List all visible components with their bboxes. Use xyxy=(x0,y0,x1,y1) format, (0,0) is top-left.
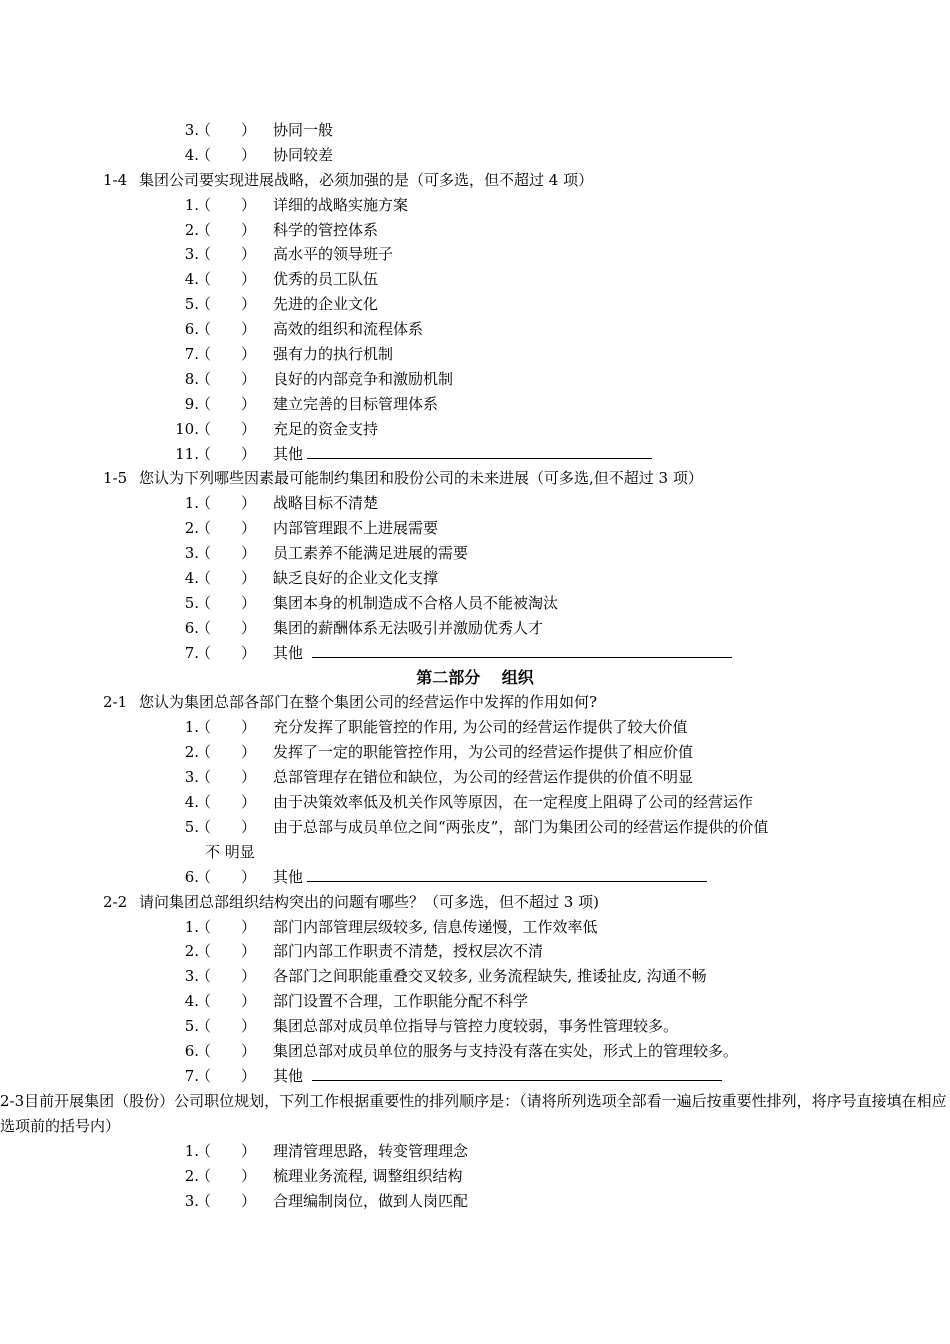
option-item xyxy=(0,765,950,790)
option-text: 集团总部对成员单位指导与管控力度较弱，事务性管理较多。 xyxy=(273,1017,679,1036)
option-text-wrap xyxy=(273,342,393,367)
option-text-wrap xyxy=(273,1164,463,1189)
answer-brackets[interactable]: （ ） xyxy=(196,369,257,388)
answer-brackets[interactable]: （ ） xyxy=(196,494,257,513)
answer-brackets[interactable]: （ ） xyxy=(196,444,257,463)
answer-brackets[interactable]: （ ） xyxy=(196,593,257,612)
option-item xyxy=(0,815,950,840)
answer-brackets[interactable]: （ ） xyxy=(196,394,257,413)
question-text: 请问集团总部组织结构突出的问题有哪些？（可多选，但不超过 3 项) xyxy=(139,892,599,911)
question-number: 1-5 xyxy=(103,469,128,488)
fill-in-blank[interactable] xyxy=(307,867,707,882)
option-item xyxy=(0,442,950,467)
question-text: 您认为下列哪些因素最可能制约集团和股份公司的未来进展（可多选,但不超过 3 项） xyxy=(139,469,703,488)
answer-brackets[interactable]: （ ） xyxy=(196,942,257,961)
option-text: 合理编制岗位，做到人岗匹配 xyxy=(273,1191,469,1210)
answer-brackets[interactable]: （ ） xyxy=(196,245,257,264)
option-item xyxy=(0,516,950,541)
option-item xyxy=(0,1139,950,1164)
option-text-wrap xyxy=(273,765,693,790)
option-text-wrap xyxy=(273,292,378,317)
option-text: 科学的管控体系 xyxy=(273,220,379,239)
answer-brackets[interactable]: （ ） xyxy=(196,1166,257,1185)
option-number: 3. xyxy=(184,768,199,787)
option-text: 建立完善的目标管理体系 xyxy=(273,394,439,413)
option-number: 10. xyxy=(175,419,199,438)
option-item xyxy=(0,541,950,566)
option-number: 1. xyxy=(184,494,199,513)
question-number: 1-4 xyxy=(103,170,128,189)
answer-brackets[interactable]: （ ） xyxy=(196,793,257,812)
option-text-wrap xyxy=(273,566,438,591)
answer-brackets[interactable]: （ ） xyxy=(196,419,257,438)
fill-in-blank[interactable] xyxy=(312,1066,722,1081)
option-number: 5. xyxy=(184,295,199,314)
option-text: 优秀的员工队伍 xyxy=(273,270,379,289)
question-heading xyxy=(0,890,950,915)
option-number: 1. xyxy=(184,195,199,214)
option-number: 6. xyxy=(184,1041,199,1060)
option-text-wrap xyxy=(273,392,438,417)
option-item xyxy=(0,641,950,666)
section-title xyxy=(0,666,950,691)
option-text: 缺乏良好的企业文化支撑 xyxy=(273,569,439,588)
question-heading xyxy=(0,466,950,491)
option-text-wrap xyxy=(273,1139,468,1164)
option-number: 2. xyxy=(184,220,199,239)
answer-brackets[interactable]: （ ） xyxy=(196,967,257,986)
option-item xyxy=(0,392,950,417)
question-number: 2-3 xyxy=(0,1091,25,1110)
option-text-wrap xyxy=(273,317,423,342)
option-number: 3. xyxy=(184,121,199,139)
option-item xyxy=(0,964,950,989)
answer-brackets[interactable]: （ ） xyxy=(196,121,257,139)
option-text-wrap xyxy=(273,715,688,740)
answer-brackets[interactable]: （ ） xyxy=(196,320,257,339)
option-text: 集团总部对成员单位的服务与支持没有落在实处，形式上的管理较多。 xyxy=(273,1041,739,1060)
option-text: 先进的企业文化 xyxy=(273,295,379,314)
question-text: 您认为集团总部各部门在整个集团公司的经营运作中发挥的作用如何? xyxy=(139,693,598,712)
option-text-wrap xyxy=(273,939,543,964)
fill-in-blank[interactable] xyxy=(312,643,732,658)
option-text-wrap xyxy=(273,1189,468,1214)
option-number: 6. xyxy=(184,867,199,886)
option-item xyxy=(0,1064,950,1089)
option-text-wrap xyxy=(273,442,652,467)
answer-brackets[interactable]: （ ） xyxy=(196,1041,257,1060)
answer-brackets[interactable]: （ ） xyxy=(196,768,257,787)
option-number: 3. xyxy=(184,245,199,264)
option-text-wrap xyxy=(273,989,528,1014)
option-item xyxy=(0,715,950,740)
option-number: 5. xyxy=(184,1017,199,1036)
option-item xyxy=(0,591,950,616)
option-item xyxy=(0,292,950,317)
answer-brackets[interactable]: （ ） xyxy=(196,917,257,936)
option-text: 协同一般 xyxy=(273,121,334,139)
option-item xyxy=(0,193,950,218)
option-number: 3. xyxy=(184,1191,199,1210)
option-number: 3. xyxy=(184,967,199,986)
option-text-wrap xyxy=(273,118,333,143)
option-item xyxy=(0,417,950,442)
question-number: 2-2 xyxy=(103,892,128,911)
option-number: 6. xyxy=(184,618,199,637)
answer-brackets[interactable]: （ ） xyxy=(196,1066,257,1085)
answer-brackets[interactable]: （ ） xyxy=(196,195,257,214)
option-text: 其他 xyxy=(273,643,308,662)
option-item xyxy=(0,491,950,516)
option-number: 1. xyxy=(184,718,199,737)
option-item xyxy=(0,989,950,1014)
option-text: 由于总部与成员单位之间“两张皮”，部门为集团公司的经营运作提供的价值 xyxy=(273,817,769,836)
answer-brackets[interactable]: （ ） xyxy=(196,1017,257,1036)
answer-brackets[interactable]: （ ） xyxy=(196,743,257,762)
answer-brackets[interactable]: （ ） xyxy=(196,569,257,588)
option-text: 内部管理跟不上进展需要 xyxy=(273,519,439,538)
option-number: 8. xyxy=(184,369,199,388)
survey-page xyxy=(0,118,950,1213)
option-item xyxy=(0,143,950,168)
question-text: 集团公司要实现进展战略，必须加强的是（可多选，但不超过 4 项） xyxy=(139,170,594,189)
option-text: 高效的组织和流程体系 xyxy=(273,320,424,339)
option-item xyxy=(0,1164,950,1189)
option-text: 充足的资金支持 xyxy=(273,419,379,438)
option-text-wrap xyxy=(273,616,543,641)
option-number: 4. xyxy=(184,793,199,812)
answer-brackets[interactable]: （ ） xyxy=(196,643,257,662)
option-number: 4. xyxy=(184,270,199,289)
option-text-wrap xyxy=(273,367,453,392)
option-item xyxy=(0,939,950,964)
option-text-wrap xyxy=(273,516,438,541)
answer-brackets[interactable]: （ ） xyxy=(196,345,257,364)
option-text: 协同较差 xyxy=(273,145,334,164)
option-text-wrap xyxy=(273,1039,738,1064)
option-text-wrap xyxy=(273,740,693,765)
answer-brackets[interactable]: （ ） xyxy=(196,992,257,1011)
option-text: 战略目标不清楚 xyxy=(273,494,379,513)
option-number: 7. xyxy=(184,643,199,662)
option-text: 各部门之间职能重叠交叉较多, 业务流程缺失, 推诿扯皮, 沟通不畅 xyxy=(273,967,707,986)
answer-brackets[interactable]: （ ） xyxy=(196,519,257,538)
continuation-text: 不 明显 xyxy=(205,842,255,861)
option-number: 2. xyxy=(184,519,199,538)
option-text: 部门设置不合理，工作职能分配不科学 xyxy=(273,992,529,1011)
option-item xyxy=(0,367,950,392)
option-text: 详细的战略实施方案 xyxy=(273,195,409,214)
option-item xyxy=(0,865,950,890)
option-text: 由于决策效率低及机关作风等原因，在一定程度上阻碍了公司的经营运作 xyxy=(273,793,754,812)
option-number: 4. xyxy=(184,145,199,164)
option-item xyxy=(0,1189,950,1214)
option-text: 部门内部管理层级较多, 信息传递慢，工作效率低 xyxy=(273,917,598,936)
option-item xyxy=(0,118,950,143)
option-number: 4. xyxy=(184,992,199,1011)
option-text-wrap xyxy=(273,242,393,267)
option-number: 4. xyxy=(184,569,199,588)
answer-brackets[interactable]: （ ） xyxy=(196,718,257,737)
option-text: 梳理业务流程, 调整组织结构 xyxy=(273,1166,463,1185)
option-item xyxy=(0,790,950,815)
option-text: 其他 xyxy=(273,444,304,463)
option-number: 1. xyxy=(184,1141,199,1160)
option-item xyxy=(0,566,950,591)
option-text-wrap xyxy=(273,218,378,243)
option-text-wrap xyxy=(273,193,408,218)
question-heading xyxy=(0,168,950,193)
option-item xyxy=(0,317,950,342)
option-text-wrap xyxy=(273,417,378,442)
section-title-text: 第二部分 组织 xyxy=(416,667,534,687)
answer-brackets[interactable]: （ ） xyxy=(196,544,257,563)
option-number: 2. xyxy=(184,1166,199,1185)
option-number: 3. xyxy=(184,544,199,563)
option-text: 充分发挥了职能管控的作用, 为公司的经营运作提供了较大价值 xyxy=(273,718,688,737)
option-text-wrap xyxy=(273,790,753,815)
option-item xyxy=(0,915,950,940)
option-number: 11. xyxy=(175,444,199,463)
option-item xyxy=(0,1039,950,1064)
option-text-wrap xyxy=(273,865,707,890)
option-number: 7. xyxy=(184,1066,199,1085)
question-text: 目前开展集团（股份）公司职位规划，下列工作根据重要性的排列顺序是：（请将所列选项全部看一遍后按重要性排列，将序号直接填在相应选项前的括号内） xyxy=(0,1091,947,1135)
option-item xyxy=(0,342,950,367)
fill-in-blank[interactable] xyxy=(307,444,652,459)
option-number: 5. xyxy=(184,593,199,612)
option-item xyxy=(0,616,950,641)
option-text: 其他 xyxy=(273,1066,308,1085)
option-text-continuation xyxy=(0,840,950,865)
option-text-wrap xyxy=(273,591,558,616)
option-text: 发挥了一定的职能管控作用，为公司的经营运作提供了相应价值 xyxy=(273,743,694,762)
option-text-wrap xyxy=(273,915,598,940)
question-heading xyxy=(0,690,950,715)
answer-brackets[interactable]: （ ） xyxy=(196,145,257,164)
option-number: 9. xyxy=(184,394,199,413)
option-text: 强有力的执行机制 xyxy=(273,345,394,364)
option-number: 5. xyxy=(184,817,199,836)
option-text: 部门内部工作职责不清楚，授权层次不清 xyxy=(273,942,544,961)
option-item xyxy=(0,1014,950,1039)
option-text: 高水平的领导班子 xyxy=(273,245,394,264)
option-number: 2. xyxy=(184,743,199,762)
question-heading xyxy=(0,1089,950,1139)
option-text-wrap xyxy=(273,491,378,516)
answer-brackets[interactable]: （ ） xyxy=(196,1191,257,1210)
answer-brackets[interactable]: （ ） xyxy=(196,270,257,289)
option-text-wrap xyxy=(273,641,732,666)
option-item xyxy=(0,267,950,292)
option-item xyxy=(0,218,950,243)
option-text-wrap xyxy=(273,815,768,840)
answer-brackets[interactable]: （ ） xyxy=(196,817,257,836)
option-text-wrap xyxy=(273,1064,722,1089)
option-text: 集团本身的机制造成不合格人员不能被淘汰 xyxy=(273,593,559,612)
option-text: 理清管理思路，转变管理理念 xyxy=(273,1141,469,1160)
question-number: 2-1 xyxy=(103,693,128,712)
option-text-wrap xyxy=(273,1014,678,1039)
option-text-wrap xyxy=(273,143,333,168)
option-text: 总部管理存在错位和缺位，为公司的经营运作提供的价值不明显 xyxy=(273,768,694,787)
option-item xyxy=(0,740,950,765)
option-item xyxy=(0,242,950,267)
option-text-wrap xyxy=(273,964,707,989)
option-text-wrap xyxy=(273,541,468,566)
option-number: 2. xyxy=(184,942,199,961)
option-text-wrap xyxy=(273,267,378,292)
answer-brackets[interactable]: （ ） xyxy=(196,220,257,239)
option-number: 7. xyxy=(184,345,199,364)
option-text: 员工素养不能满足进展的需要 xyxy=(273,544,469,563)
option-text: 集团的薪酬体系无法吸引并激励优秀人才 xyxy=(273,618,544,637)
answer-brackets[interactable]: （ ） xyxy=(196,867,257,886)
option-text: 其他 xyxy=(273,867,304,886)
answer-brackets[interactable]: （ ） xyxy=(196,618,257,637)
option-number: 6. xyxy=(184,320,199,339)
answer-brackets[interactable]: （ ） xyxy=(196,1141,257,1160)
option-text: 良好的内部竞争和激励机制 xyxy=(273,369,454,388)
option-number: 1. xyxy=(184,917,199,936)
answer-brackets[interactable]: （ ） xyxy=(196,295,257,314)
